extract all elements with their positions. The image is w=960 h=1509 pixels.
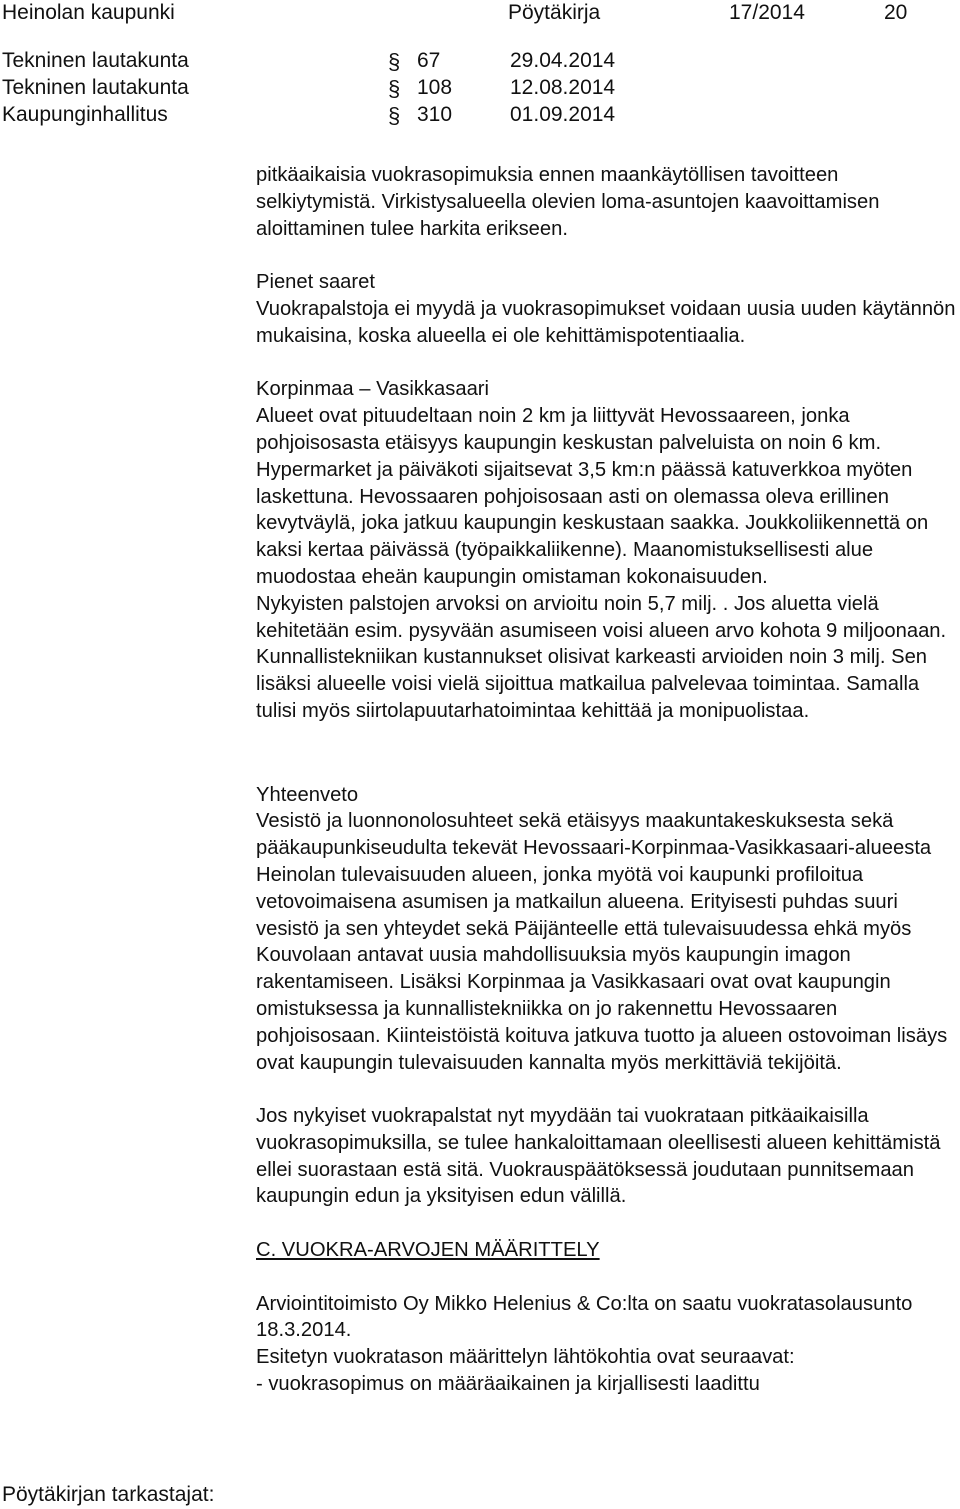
paragraph: pitkäaikaisia vuokrasopimuksia ennen maankäytöllisen tavoitteen selkiytymistä. Virkistysalueella olevien loma-asuntojen kaavoittamisen aloittaminen tulee harkita erikseen. — [256, 164, 880, 240]
spacer — [256, 1210, 956, 1237]
list-item: - vuokrasopimus on määräaikainen ja kirjallisesti laadittu — [256, 1373, 760, 1396]
section-sign-icon — [387, 49, 403, 73]
spacer — [256, 755, 956, 782]
section-sign-icon — [387, 103, 403, 127]
svg-text:§: § — [388, 76, 401, 100]
meeting-date: 12.08.2014 — [510, 76, 616, 99]
spacer — [256, 242, 956, 269]
meeting-date: 01.09.2014 — [510, 103, 616, 126]
spacer — [256, 1264, 956, 1291]
spacer — [256, 725, 956, 755]
svg-text:§: § — [388, 103, 401, 127]
subheading-yhteenveto: Yhteenveto — [256, 783, 359, 806]
section-sign-icon — [387, 76, 403, 100]
paragraph: Esitetyn vuokratason määrittelyn lähtökohtia ovat seuraavat: — [256, 1346, 795, 1369]
header-page-number: 20 — [884, 1, 908, 24]
section-c-heading: C. VUOKRA-ARVOJEN MÄÄRITTELY — [256, 1239, 600, 1262]
header-organization: Heinolan kaupunki — [2, 1, 175, 24]
meeting-section: 310 — [417, 103, 453, 126]
meeting-body: Kaupunginhallitus — [2, 103, 168, 126]
spacer — [256, 1076, 956, 1103]
subheading-pienet-saaret: Pienet saaret — [256, 271, 375, 294]
header-doc-type: Pöytäkirja — [508, 1, 601, 24]
footer-inspectors-label: Pöytäkirjan tarkastajat: — [2, 1483, 215, 1506]
paragraph: Vuokrapalstoja ei myydä ja vuokrasopimukset voidaan uusia uuden käytännön mukaisina, koska alueella ei ole kehittämispotentiaalia. — [256, 297, 956, 347]
paragraph: Vesistö ja luonnonolosuhteet sekä etäisyys maakuntakeskuksesta sekä pääkaupunkiseudulta tekevät Hevossaari-Korpinmaa-Vasikkasaari-alueesta Heinolan tulevaisuuden alueen, jonka myötä voi kaupunki profiloitua vetovoimaisena asumisen ja matkailun alueena. Erityisesti puhdas suuri vesistö ja sen yhteydet sekä Päijänteelle että tulevaisuudessa ehkä myös Kouvolaan antavat uusia mahdollisuuksia myös kaupungin imagon rakentamiseen. Lisäksi Korpinmaa ja Vasikkasaari ovat ovat kaupungin omistuksessa ja kunnallistekniikka on jo rakennettu Hevossaaren pohjoisosaan. Kiinteistöistä koituva jatkuva tuotto ja alueen ostovoiman lisäys ovat kaupungin tulevaisuuden kannalta myös merkittäviä tekijöitä. — [256, 810, 948, 1074]
meeting-body: Tekninen lautakunta — [2, 76, 189, 99]
meeting-section: 67 — [417, 49, 441, 72]
subheading-korpinmaa: Korpinmaa – Vasikkasaari — [256, 378, 490, 401]
document-body — [256, 162, 956, 1398]
meeting-section: 108 — [417, 76, 453, 99]
paragraph: Nykyisten palstojen arvoksi on arvioitu noin 5,7 milj. . Jos aluetta vielä kehitetään esim. pysyvään asumiseen voisi alueen arvo kohota 9 miljoonaan. Kunnallistekniikan kustannukset olisivat karkeasti arvioiden noin 3 milj. Sen lisäksi alueelle voisi vielä sijoittua matkailua palvelevaa toimintaa. Samalla tulisi myös siirtolapuutarhatoimintaa kehittää ja monipuolistaa. — [256, 592, 947, 722]
spacer — [256, 350, 956, 377]
meeting-body: Tekninen lautakunta — [2, 49, 189, 72]
svg-text:§: § — [388, 49, 401, 73]
meeting-date: 29.04.2014 — [510, 49, 616, 72]
paragraph: Jos nykyiset vuokrapalstat nyt myydään tai vuokrataan pitkäaikaisilla vuokrasopimuksilla, se tulee hankaloittamaan oleellisesti alueen kehittämistä ellei suorastaan estä sitä. Vuokrauspäätöksessä joudutaan punnitsemaan kaupungin edun ja yksityisen edun välillä. — [256, 1105, 941, 1208]
paragraph: Arviointitoimisto Oy Mikko Helenius & Co:lta on saatu vuokratasolausunto 18.3.2014. — [256, 1292, 913, 1342]
paragraph: Alueet ovat pituudeltaan noin 2 km ja liittyvät Hevossaareen, jonka pohjoisosasta etäisyys kaupungin keskustan palveluista on noin 6 km. Hypermarket ja päiväkoti sijaitsevat 3,5 km:n päässä katuverkkoa myöten laskettuna. Hevossaaren pohjoisosaan asti on olemassa oleva erillinen kevytväylä, joka jatkuu kaupungin keskustaan saakka. Joukkoliikennettä on kaksi kertaa päivässä (työpaikkaliikenne). Maanomistuksellisesti alue muodostaa eheän kaupungin omistaman kokonaisuuden. — [256, 405, 929, 588]
header-doc-number: 17/2014 — [729, 1, 805, 24]
